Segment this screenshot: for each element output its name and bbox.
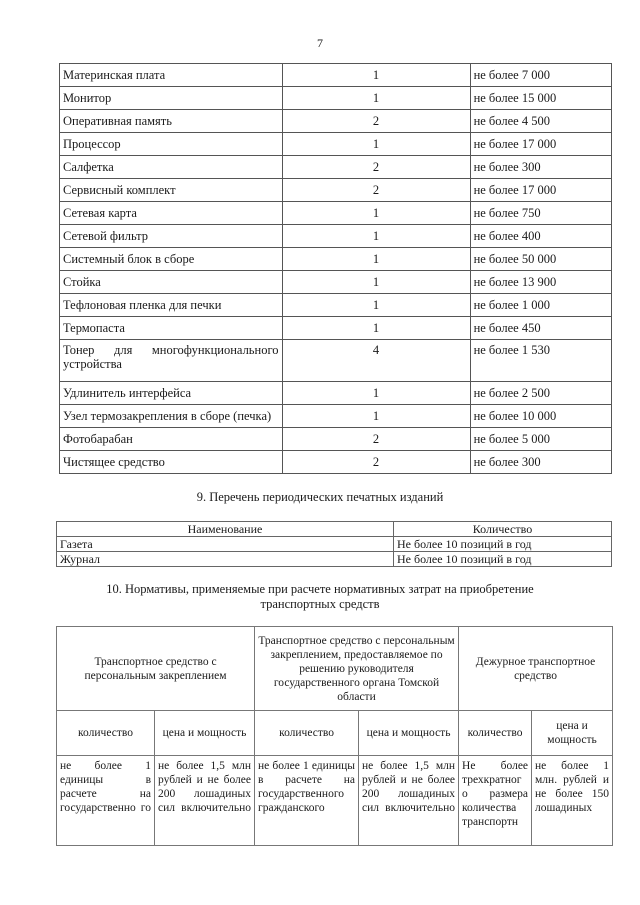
item-quantity: 4 bbox=[282, 340, 470, 382]
sub-header-price: цена и мощность bbox=[155, 711, 255, 756]
header-name: Наименование bbox=[57, 522, 394, 537]
periodical-name: Газета bbox=[57, 537, 394, 552]
item-name: Материнская плата bbox=[60, 64, 283, 87]
table-row bbox=[60, 225, 612, 248]
item-price: не более 1 000 bbox=[470, 294, 611, 317]
items-table bbox=[59, 63, 612, 474]
table-row bbox=[60, 64, 612, 87]
sub-header-quantity: количество bbox=[57, 711, 155, 756]
item-quantity: 2 bbox=[282, 451, 470, 474]
periodical-name: Журнал bbox=[57, 552, 394, 567]
table-row bbox=[60, 294, 612, 317]
item-name: Удлинитель интерфейса bbox=[60, 382, 283, 405]
item-quantity: 1 bbox=[282, 405, 470, 428]
table-row bbox=[60, 382, 612, 405]
section-10-title-line-2: транспортных средств bbox=[260, 597, 380, 611]
item-price: не более 450 bbox=[470, 317, 611, 340]
item-price: не более 7 000 bbox=[470, 64, 611, 87]
section-10-title bbox=[0, 582, 640, 612]
item-quantity: 1 bbox=[282, 202, 470, 225]
item-price: не более 10 000 bbox=[470, 405, 611, 428]
item-name: Тефлоновая пленка для печки bbox=[60, 294, 283, 317]
periodicals-table bbox=[56, 521, 612, 567]
table-row bbox=[60, 179, 612, 202]
table-row bbox=[60, 202, 612, 225]
item-name: Фотобарабан bbox=[60, 428, 283, 451]
item-quantity: 1 bbox=[282, 87, 470, 110]
item-quantity: 1 bbox=[282, 225, 470, 248]
item-price: не более 2 500 bbox=[470, 382, 611, 405]
group-duty-vehicle: Дежурное транспортное средство bbox=[459, 627, 613, 711]
item-price: не более 5 000 bbox=[470, 428, 611, 451]
item-quantity: 2 bbox=[282, 428, 470, 451]
item-quantity: 2 bbox=[282, 156, 470, 179]
sub-header-price: цена и мощность bbox=[532, 711, 613, 756]
duty-price-cell: не более 1 млн. рублей и не более 150 лошадиных bbox=[532, 756, 613, 846]
item-quantity: 1 bbox=[282, 248, 470, 271]
item-name: Процессор bbox=[60, 133, 283, 156]
item-quantity: 2 bbox=[282, 179, 470, 202]
table-row bbox=[60, 428, 612, 451]
table-row bbox=[57, 552, 612, 567]
item-price: не более 17 000 bbox=[470, 179, 611, 202]
item-price: не более 300 bbox=[470, 451, 611, 474]
item-name: Термопаста bbox=[60, 317, 283, 340]
decision-quantity-cell: не более 1 единицы в расчете на государственного гражданского bbox=[255, 756, 359, 846]
header-quantity: Количество bbox=[393, 522, 611, 537]
periodical-quantity: Не более 10 позиций в год bbox=[393, 537, 611, 552]
item-name: Чистящее средство bbox=[60, 451, 283, 474]
item-name: Сетевой фильтр bbox=[60, 225, 283, 248]
item-price: не более 1 530 bbox=[470, 340, 611, 382]
sub-header-price: цена и мощность bbox=[359, 711, 459, 756]
sub-header-quantity: количество bbox=[255, 711, 359, 756]
transport-norms-table bbox=[56, 626, 613, 846]
item-price: не более 300 bbox=[470, 156, 611, 179]
item-name: Системный блок в сборе bbox=[60, 248, 283, 271]
item-quantity: 1 bbox=[282, 271, 470, 294]
periodical-quantity: Не более 10 позиций в год bbox=[393, 552, 611, 567]
item-price: не более 750 bbox=[470, 202, 611, 225]
decision-price-cell: не более 1,5 млн рублей и не более 200 лошадиных сил включительно bbox=[359, 756, 459, 846]
item-price: не более 15 000 bbox=[470, 87, 611, 110]
table-row bbox=[60, 248, 612, 271]
item-price: не более 17 000 bbox=[470, 133, 611, 156]
item-price: не более 13 900 bbox=[470, 271, 611, 294]
item-quantity: 1 bbox=[282, 64, 470, 87]
table-row bbox=[60, 110, 612, 133]
item-name: Салфетка bbox=[60, 156, 283, 179]
item-name: Стойка bbox=[60, 271, 283, 294]
sub-header-row bbox=[57, 711, 613, 756]
item-price: не более 4 500 bbox=[470, 110, 611, 133]
item-name: Тонер для многофункционального устройства bbox=[60, 340, 283, 382]
page-number: 7 bbox=[317, 36, 323, 50]
item-name: Монитор bbox=[60, 87, 283, 110]
personal-price-cell: не более 1,5 млн рублей и не более 200 лошадиных сил включительно bbox=[155, 756, 255, 846]
item-quantity: 1 bbox=[282, 133, 470, 156]
item-quantity: 1 bbox=[282, 317, 470, 340]
table-row bbox=[57, 756, 613, 846]
group-personal-vehicle-by-decision: Транспортное средство с персональным закреплением, предоставляемое по решению руководителя государственного органа Томской области bbox=[255, 627, 459, 711]
group-personal-vehicle: Транспортное средство с персональным закреплением bbox=[57, 627, 255, 711]
item-quantity: 2 bbox=[282, 110, 470, 133]
item-price: не более 50 000 bbox=[470, 248, 611, 271]
sub-header-quantity: количество bbox=[459, 711, 532, 756]
table-row bbox=[60, 405, 612, 428]
item-quantity: 1 bbox=[282, 382, 470, 405]
item-name: Узел термозакрепления в сборе (печка) bbox=[60, 405, 283, 428]
table-row bbox=[60, 87, 612, 110]
item-price: не более 400 bbox=[470, 225, 611, 248]
personal-quantity-cell: не более 1 единицы в расчете на государственно го bbox=[57, 756, 155, 846]
duty-quantity-cell: Не более трехкратног о размера количества транспортн bbox=[459, 756, 532, 846]
table-row bbox=[57, 537, 612, 552]
section-10-title-line-1: 10. Нормативы, применяемые при расчете нормативных затрат на приобретение bbox=[106, 582, 534, 596]
table-row bbox=[60, 156, 612, 179]
group-header-row bbox=[57, 627, 613, 711]
table-row bbox=[60, 317, 612, 340]
table-row bbox=[60, 340, 612, 382]
table-row bbox=[60, 451, 612, 474]
item-name: Оперативная память bbox=[60, 110, 283, 133]
item-name: Сетевая карта bbox=[60, 202, 283, 225]
section-9-title: 9. Перечень периодических печатных изданий bbox=[196, 490, 444, 504]
item-quantity: 1 bbox=[282, 294, 470, 317]
periodicals-header-row bbox=[57, 522, 612, 537]
table-row bbox=[60, 271, 612, 294]
item-name: Сервисный комплект bbox=[60, 179, 283, 202]
table-row bbox=[60, 133, 612, 156]
